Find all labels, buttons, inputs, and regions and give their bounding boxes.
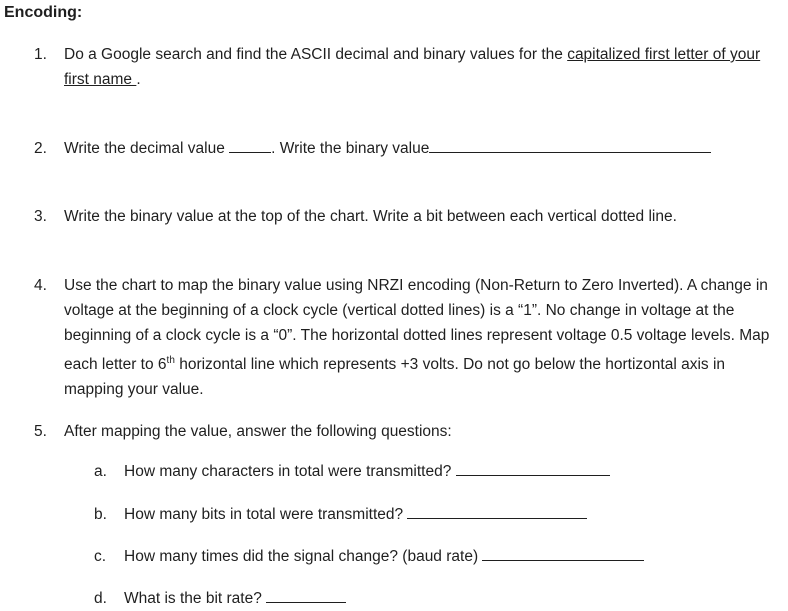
subquestion-text: How many bits in total were transmitted? xyxy=(124,506,587,523)
question-number: 5. xyxy=(34,423,47,440)
subquestion-d xyxy=(94,588,346,610)
question-text: Do a Google search and find the ASCII decimal and binary values for the capitalized first letter of your first name . xyxy=(64,46,761,88)
question-number: 2. xyxy=(34,140,47,157)
binary-answer-blank[interactable] xyxy=(429,138,711,153)
question-text: After mapping the value, answer the following questions: xyxy=(64,423,452,440)
answer-blank-c[interactable] xyxy=(482,546,644,561)
question-text: Write the binary value at the top of the chart. Write a bit between each vertical dotted line. xyxy=(64,208,677,225)
question-5 xyxy=(34,419,784,444)
subquestion-text: How many characters in total were transmitted? xyxy=(124,463,610,480)
subquestion-letter: c. xyxy=(94,548,107,565)
underlined-phrase: capitalized first letter of your first name xyxy=(64,46,761,88)
subquestion-a xyxy=(94,461,610,483)
subquestion-b xyxy=(94,504,587,526)
question-3 xyxy=(34,204,784,229)
subquestion-text: What is the bit rate? xyxy=(124,590,346,607)
question-4 xyxy=(34,273,784,402)
subquestion-letter: b. xyxy=(94,506,107,523)
question-2 xyxy=(34,136,784,161)
question-number: 3. xyxy=(34,208,47,225)
subquestion-text: How many times did the signal change? (baud rate) xyxy=(124,548,644,565)
subquestion-c xyxy=(94,546,644,568)
subquestion-letter: a. xyxy=(94,463,107,480)
question-text: Write the decimal value . Write the binary value xyxy=(64,136,784,161)
question-number: 4. xyxy=(34,277,47,294)
question-1 xyxy=(34,42,784,92)
answer-blank-d[interactable] xyxy=(266,588,346,603)
subquestion-letter: d. xyxy=(94,590,107,607)
answer-blank-b[interactable] xyxy=(407,504,587,519)
question-number: 1. xyxy=(34,46,47,63)
page-title: Encoding: xyxy=(4,4,83,21)
decimal-answer-blank[interactable] xyxy=(229,138,271,153)
answer-blank-a[interactable] xyxy=(456,461,610,476)
question-text: Use the chart to map the binary value using NRZI encoding (Non-Return to Zero Inverted). A change in voltage at the beginning of a clock cycle (vertical dotted lines) is a “1”. No change in voltage at the beginning of a clock cycle is a “0”. The horizontal dotted lines represent voltage 0.5 voltage levels. Map each letter to 6th horizontal line which represents +3 volts. Do not go below the hortizontal axis in mapping your value. xyxy=(64,277,770,399)
